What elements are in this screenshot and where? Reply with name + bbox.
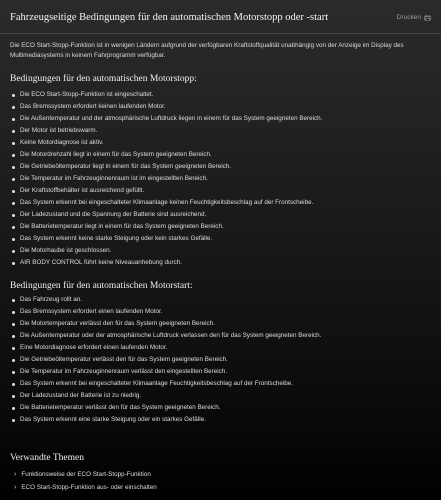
list-item bbox=[12, 342, 432, 354]
list-item bbox=[12, 414, 432, 426]
bullet-icon bbox=[12, 106, 15, 109]
bullet-icon bbox=[12, 190, 15, 193]
list-item-text: Die Batterietemperatur liegt in einem für das System geeigneten Bereich. bbox=[20, 223, 224, 230]
list-item-text: Die Getriebeöltemperatur verlässt den für das System geeigneten Bereich. bbox=[20, 356, 228, 363]
chevron-right-icon: › bbox=[14, 484, 17, 491]
stop-conditions-list bbox=[12, 89, 432, 269]
list-item bbox=[12, 402, 432, 414]
list-item bbox=[12, 113, 432, 125]
related-link-label: ECO Start-Stopp-Funktion aus- oder einschalten bbox=[21, 484, 157, 491]
stop-section-title: Bedingungen für den automatischen Motorstopp: bbox=[10, 74, 197, 84]
list-item-text: Das System erkennt bei eingeschalteter Klimaanlage keinen Feuchtigkeitsbeschlag auf der Frontscheibe. bbox=[20, 199, 314, 206]
list-item bbox=[12, 221, 432, 233]
related-link[interactable] bbox=[14, 468, 157, 481]
list-item bbox=[12, 245, 432, 257]
bullet-icon bbox=[12, 371, 15, 374]
list-item bbox=[12, 378, 432, 390]
list-item-text: Die ECO Start-Stopp-Funktion ist eingeschaltet. bbox=[20, 91, 154, 98]
bullet-icon bbox=[12, 407, 15, 410]
list-item-text: Die Batterietemperatur verlässt den für das System geeigneten Bereich. bbox=[20, 404, 221, 411]
list-item bbox=[12, 294, 432, 306]
print-button[interactable] bbox=[397, 14, 431, 21]
list-item bbox=[12, 354, 432, 366]
intro-text: Die ECO Start-Stopp-Funktion ist in wenigen Ländern aufgrund der verfügbaren Kraftstoffqualität unabhängig von der Anzeige im Display des Multimediasystems in keinem Fahrprogramm verfügbar. bbox=[10, 42, 404, 59]
list-item-text: Die Außentemperatur und der atmosphärische Luftdruck liegen in einem für das System geeigneten Bereich. bbox=[20, 115, 323, 122]
list-item-text: Der Kraftstoffbehälter ist ausreichend gefüllt. bbox=[20, 187, 145, 194]
list-item-text: Die Temperatur im Fahrzeuginnenraum verlässt den eingestellten Bereich. bbox=[20, 368, 228, 375]
list-item-text: Das Bremssystem erfordert keinen laufenden Motor. bbox=[20, 103, 166, 110]
bullet-icon bbox=[12, 395, 15, 398]
bullet-icon bbox=[12, 118, 15, 121]
printer-icon bbox=[424, 15, 431, 21]
bullet-icon bbox=[12, 250, 15, 253]
list-item-text: Die Außentemperatur oder der atmosphärische Luftdruck verlassen den für das System geeigneten Bereich. bbox=[20, 332, 322, 339]
list-item-text: Der Ladezustand der Batterie ist zu niedrig. bbox=[20, 392, 142, 399]
bullet-icon bbox=[12, 154, 15, 157]
bullet-icon bbox=[12, 178, 15, 181]
list-item bbox=[12, 173, 432, 185]
bullet-icon bbox=[12, 238, 15, 241]
list-item-text: Die Motorhaube ist geschlossen. bbox=[20, 247, 112, 254]
page-title: Fahrzeugseitige Bedingungen für den automatischen Motorstopp oder -start bbox=[10, 12, 329, 23]
list-item bbox=[12, 209, 432, 221]
bullet-icon bbox=[12, 311, 15, 314]
list-item-text: Der Ladezustand und die Spannung der Batterie sind ausreichend. bbox=[20, 211, 207, 218]
bullet-icon bbox=[12, 383, 15, 386]
list-item-text: AIR BODY CONTROL führt keine Niveauanhebung durch. bbox=[20, 259, 183, 266]
related-link-label: Funktionsweise der ECO Start-Stopp-Funktion bbox=[21, 471, 151, 478]
start-conditions-list bbox=[12, 294, 432, 426]
list-item bbox=[12, 101, 432, 113]
list-item bbox=[12, 390, 432, 402]
bullet-icon bbox=[12, 323, 15, 326]
list-item-text: Die Motortemperatur verlässt den für das System geeigneten Bereich. bbox=[20, 320, 215, 327]
list-item-text: Keine Motordiagnose ist aktiv. bbox=[20, 139, 104, 146]
list-item-text: Eine Motordiagnose erfordert einen laufenden Motor. bbox=[20, 344, 168, 351]
bullet-icon bbox=[12, 419, 15, 422]
related-link[interactable] bbox=[14, 481, 157, 494]
bullet-icon bbox=[12, 142, 15, 145]
list-item bbox=[12, 197, 432, 209]
list-item-text: Das System erkennt eine starke Steigung oder ein starkes Gefälle. bbox=[20, 416, 206, 423]
list-item-text: Das System erkennt bei eingeschalteter Klimaanlage Feuchtigkeitsbeschlag auf der Frontscheibe. bbox=[20, 380, 294, 387]
print-label: Drucken bbox=[396, 14, 421, 21]
list-item bbox=[12, 125, 432, 137]
bullet-icon bbox=[12, 202, 15, 205]
list-item bbox=[12, 185, 432, 197]
list-item bbox=[12, 330, 432, 342]
chevron-right-icon: › bbox=[14, 471, 17, 478]
start-section-title: Bedingungen für den automatischen Motorstart: bbox=[10, 281, 193, 291]
related-topics-list bbox=[14, 468, 157, 494]
list-item bbox=[12, 318, 432, 330]
list-item bbox=[12, 257, 432, 269]
list-item-text: Die Temperatur im Fahrzeuginnenraum ist im eingestellten Bereich. bbox=[20, 175, 208, 182]
bullet-icon bbox=[12, 347, 15, 350]
page-header bbox=[0, 0, 441, 34]
related-topics-title: Verwandte Themen bbox=[10, 453, 84, 463]
list-item bbox=[12, 161, 432, 173]
list-item bbox=[12, 233, 432, 245]
bullet-icon bbox=[12, 226, 15, 229]
list-item-text: Die Getriebeöltemperatur liegt in einem für das System geeigneten Bereich. bbox=[20, 163, 232, 170]
bullet-icon bbox=[12, 214, 15, 217]
list-item-text: Die Motordrehzahl liegt in einem für das System geeigneten Bereich. bbox=[20, 151, 212, 158]
bullet-icon bbox=[12, 299, 15, 302]
bullet-icon bbox=[12, 262, 15, 265]
bullet-icon bbox=[12, 166, 15, 169]
list-item bbox=[12, 89, 432, 101]
list-item-text: Das Bremssystem erfordert einen laufenden Motor. bbox=[20, 308, 163, 315]
list-item-text: Das System erkennt keine starke Steigung oder kein starkes Gefälle. bbox=[20, 235, 213, 242]
bullet-icon bbox=[12, 130, 15, 133]
list-item bbox=[12, 137, 432, 149]
bullet-icon bbox=[12, 359, 15, 362]
bullet-icon bbox=[12, 335, 15, 338]
list-item bbox=[12, 149, 432, 161]
list-item-text: Der Motor ist betriebswarm. bbox=[20, 127, 98, 134]
bullet-icon bbox=[12, 94, 15, 97]
list-item bbox=[12, 306, 432, 318]
list-item bbox=[12, 366, 432, 378]
list-item-text: Das Fahrzeug rollt an. bbox=[20, 296, 82, 303]
